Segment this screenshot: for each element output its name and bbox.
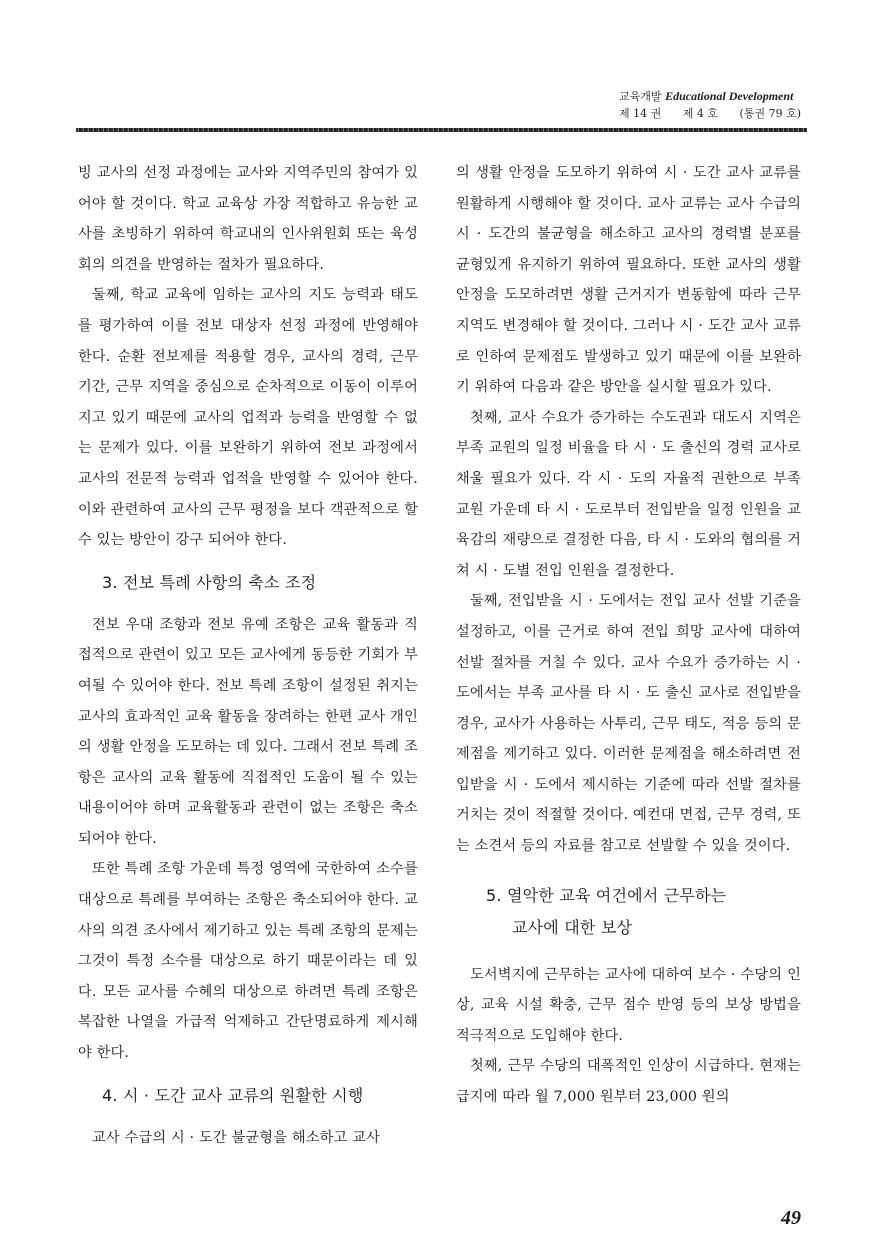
- paragraph: 빙 교사의 선정 과정에는 교사와 지역주민의 참여가 있어야 할 것이다. 학교 교육상 가장 적합하고 유능한 교사를 초빙하기 위하여 학교내의 인사위원회 또는 육성회의 의견을 반영하는 절차가 필요하다.: [78, 165, 418, 273]
- paragraph: 첫째, 교사 수요가 증가하는 수도권과 대도시 지역은 부족 교원의 일정 비율을 타 시 · 도 출신의 경력 교사로 채울 필요가 있다. 각 시 · 도의 자율적 권한으로 부족 교원 가운데 타 시 · 도로부터 전입받을 일정 인원을 교육감의 재량으로 결정한 다음, 타 시 · 도와의 협의를 거쳐 시 · 도별 전입 인원을 결정한다.: [456, 409, 801, 579]
- journal-title-en: Educational Development: [665, 89, 794, 103]
- issue-info: [619, 105, 801, 122]
- section-heading-5-line2: 교사에 대한 보상: [512, 917, 633, 937]
- running-header: [619, 88, 801, 122]
- issue: 제 4 호: [682, 107, 719, 120]
- paragraph: 또한 특례 조항 가운데 특정 영역에 국한하여 소수를 대상으로 특례를 부여하는 조항은 축소되어야 한다. 교사의 의견 조사에서 제기하고 있는 특례 조항의 문제는 그것이 특정 소수를 대상으로 하기 때문이라는 데 있다. 모든 교사를 수혜의 대상으로 하려면 특례 조항은 복잡한 나열을 가급적 억제하고 간단명료하게 제시해야 한다.: [78, 861, 418, 1062]
- paragraph: 교사 수급의 시 · 도간 불균형을 해소하고 교사: [92, 1129, 380, 1146]
- journal-title: [619, 88, 801, 105]
- serial-number: (통권 79 호): [739, 107, 801, 120]
- header-rule: [76, 128, 807, 132]
- section-heading-4: 4. 시 · 도간 교사 교류의 원활한 시행: [102, 1085, 364, 1105]
- section-heading-5: [456, 880, 801, 944]
- paragraph: 첫째, 근무 수당의 대폭적인 인상이 시급하다. 현재는 급지에 따라 월 7,000 원부터 23,000 원의: [456, 1058, 801, 1106]
- section-heading-5-line1: 5. 열악한 교육 여건에서 근무하는: [486, 885, 727, 905]
- right-column: [456, 158, 801, 1113]
- left-column: [78, 158, 418, 1153]
- journal-title-kr: 교육개발: [619, 90, 662, 103]
- page-number: 49: [781, 1207, 801, 1229]
- section-heading-3: 3. 전보 특례 사항의 축소 조정: [102, 572, 317, 592]
- paragraph: 둘째, 학교 교육에 임하는 교사의 지도 능력과 태도를 평가하여 이를 전보 대상자 선정 과정에 반영해야 한다. 순환 전보제를 적용할 경우, 교사의 경력, 근무 기간, 근무 지역을 중심으로 순차적으로 이동이 이루어지고 있기 때문에 교사의 업적과 능력을 반영할 수 없는 문제가 있다. 이를 보완하기 위하여 전보 과정에서 교사의 전문적 능력과 업적을 반영할 수 있어야 한다. 이와 관련하여 교사의 근무 평정을 보다 객관적으로 할 수 있는 방안이 강구 되어야 한다.: [78, 287, 418, 549]
- paragraph: 의 생활 안정을 도모하기 위하여 시 · 도간 교사 교류를 원활하게 시행해야 할 것이다. 교사 교류는 교사 수급의 시 · 도간의 불균형을 해소하고 교사의 경력별 분포를 균형있게 유지하기 위하여 필요하다. 또한 교사의 생활 안정을 도모하려면 생활 근거지가 변동함에 따라 근무 지역도 변경해야 할 것이다. 그러나 시 · 도간 교사 교류로 인하여 문제점도 발생하고 있기 때문에 이를 보완하기 위하여 다음과 같은 방안을 실시할 필요가 있다.: [456, 165, 801, 396]
- paragraph: 전보 우대 조항과 전보 유예 조항은 교육 활동과 직접적으로 관련이 있고 모든 교사에게 동등한 기회가 부여될 수 있어야 한다. 전보 특례 조항이 설정된 취지는 교사의 효과적인 교육 활동을 장려하는 한편 교사 개인의 생활 안정을 도모하는 데 있다. 그래서 전보 특례 조항은 교사의 교육 활동에 직접적인 도움이 될 수 있는 내용이어야 하며 교육활동과 관련이 없는 조항은 축소되어야 한다.: [78, 616, 418, 847]
- paragraph: 둘째, 전입받을 시 · 도에서는 전입 교사 선발 기준을 설정하고, 이를 근거로 하여 전입 희망 교사에 대하여 선발 절차를 거칠 수 있다. 교사 수요가 증가하는 시 · 도에서는 부족 교사를 타 시 · 도 출신 교사로 전입받을 경우, 교사가 사용하는 사투리, 근무 태도, 적응 등의 문제점을 제기하고 있다. 이러한 문제점을 해소하려면 전입받을 시 · 도에서 제시하는 기준에 따라 선발 절차를 거치는 것이 적절할 것이다. 예컨대 면접, 근무 경력, 또는 소견서 등의 자료를 참고로 선발할 수 있을 것이다.: [456, 593, 801, 855]
- volume: 제 14 권: [619, 107, 662, 120]
- paragraph: 도서벽지에 근무하는 교사에 대하여 보수 · 수당의 인상, 교육 시설 확충, 근무 점수 반영 등의 보상 방법을 적극적으로 도입해야 한다.: [456, 966, 801, 1044]
